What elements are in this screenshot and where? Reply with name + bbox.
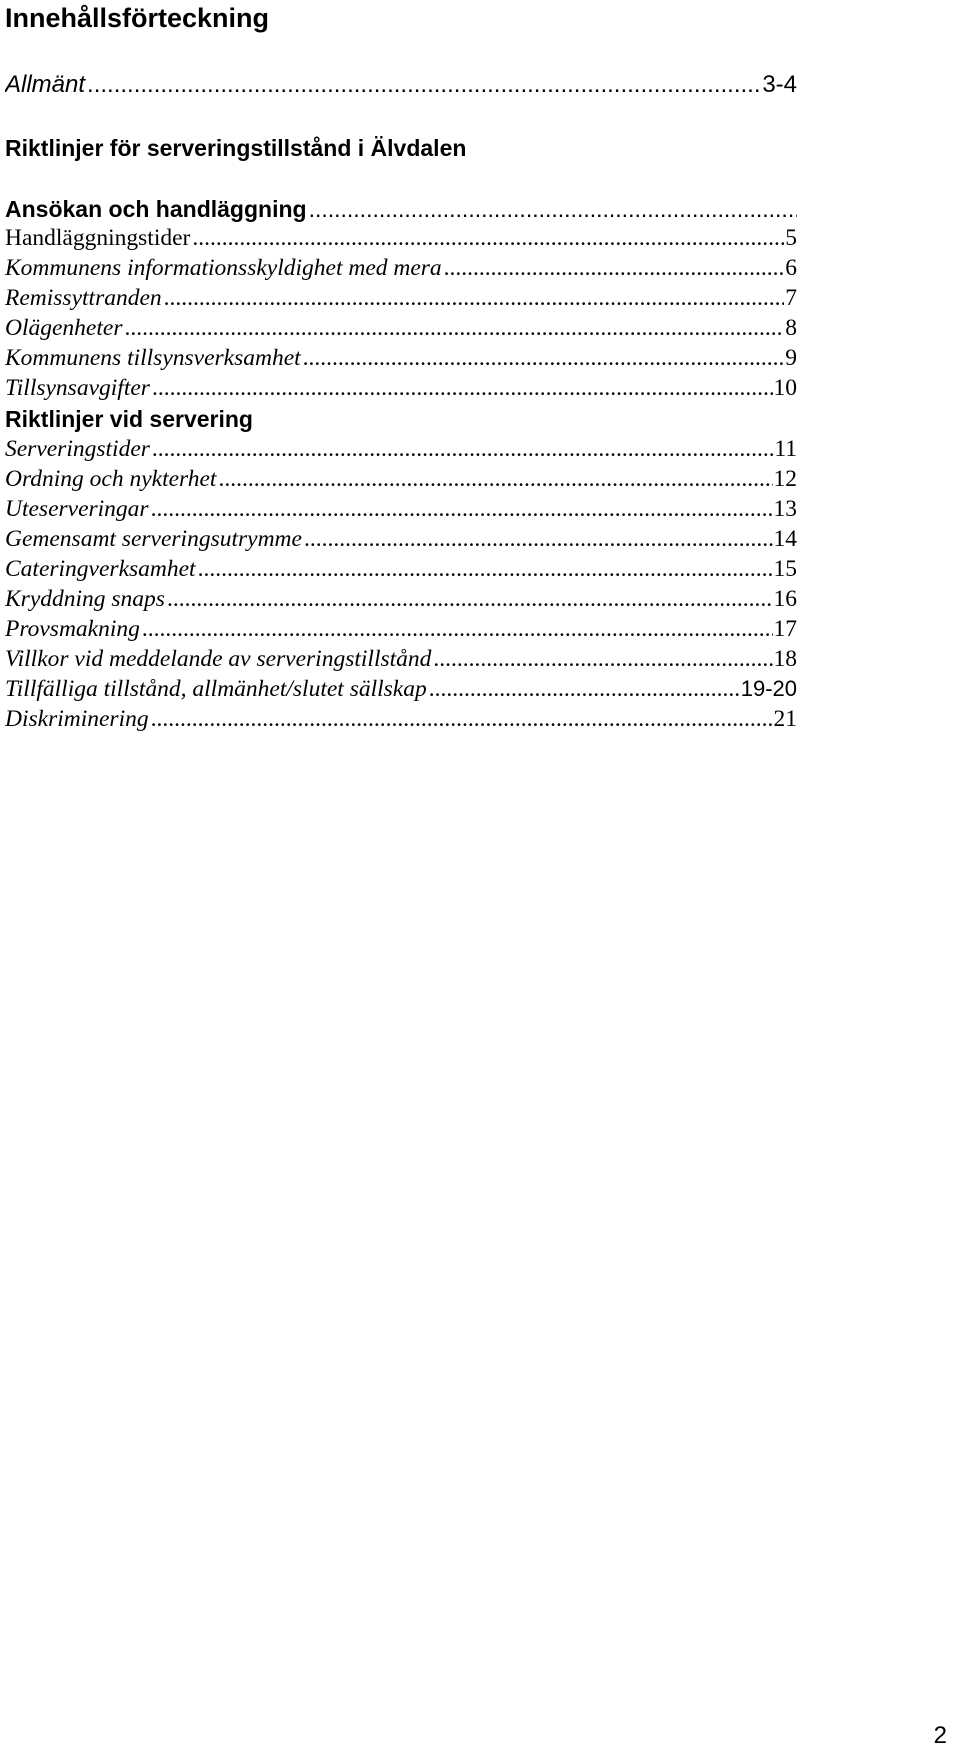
toc-entry[interactable] xyxy=(5,584,797,614)
toc-entry-page: 17 xyxy=(773,616,797,642)
toc-entry-label: Provsmakning xyxy=(5,616,140,642)
toc-entry-label: Kommunens tillsynsverksamhet xyxy=(5,345,301,371)
toc-leader-dots xyxy=(164,283,785,313)
toc-leader-dots xyxy=(124,313,784,343)
toc-entry-page: 7 xyxy=(785,285,797,311)
toc-leader-dots xyxy=(167,584,773,614)
page-title: Innehållsförteckning xyxy=(5,3,270,33)
toc-entry-label: Olägenheter xyxy=(5,315,123,341)
toc-leader-dots xyxy=(151,704,773,734)
toc-entry-page: 18 xyxy=(773,646,797,672)
toc-entry-label: Ordning och nykterhet xyxy=(5,466,217,492)
toc-leader-dots xyxy=(444,253,785,283)
toc-entry[interactable] xyxy=(5,223,797,253)
toc-leader-dots xyxy=(151,494,773,524)
toc-entry-label: Gemensamt serveringsutrymme xyxy=(5,526,302,552)
toc-leader-dots xyxy=(198,554,773,584)
toc-entry-page: 16 xyxy=(773,586,797,612)
toc-entry-page: 10 xyxy=(773,375,797,401)
toc-leader-dots xyxy=(304,524,773,554)
toc-leader-dots xyxy=(309,194,797,224)
toc-entry-label: Diskriminering xyxy=(5,706,149,732)
toc-entry[interactable] xyxy=(5,644,797,674)
toc-entry-page: 11 xyxy=(774,436,797,462)
page-number: 2 xyxy=(933,1722,947,1749)
toc-entry-label: Villkor vid meddelande av serveringstillstånd xyxy=(5,646,432,672)
toc-leader-dots xyxy=(303,343,785,373)
toc-entry-label: Tillsynsavgifter xyxy=(5,375,150,401)
toc-entry[interactable] xyxy=(5,524,797,554)
toc-entry-label: Cateringverksamhet xyxy=(5,556,196,582)
toc-entry-page: 3-4 xyxy=(762,71,797,98)
toc-leader-dots xyxy=(192,223,784,253)
toc-entry[interactable] xyxy=(5,313,797,343)
toc-section-ansokan[interactable] xyxy=(5,194,797,224)
toc-section-label: Ansökan och handläggning xyxy=(5,196,307,222)
toc-entry-page: 19-20 xyxy=(740,676,797,701)
toc-entry[interactable] xyxy=(5,614,797,644)
toc-entry-page: 6 xyxy=(785,255,797,281)
toc-entry[interactable] xyxy=(5,704,797,734)
toc-entry[interactable] xyxy=(5,253,797,283)
toc-entry[interactable] xyxy=(5,674,797,704)
toc-entry[interactable] xyxy=(5,373,797,403)
toc-entry[interactable] xyxy=(5,464,797,494)
toc-entry-label: Remissyttranden xyxy=(5,285,162,311)
toc-entry-page: 9 xyxy=(785,345,797,371)
toc-leader-dots xyxy=(87,70,761,100)
toc-entry-label: Kommunens informationsskyldighet med mera xyxy=(5,255,442,281)
toc-entry-label: Kryddning snaps xyxy=(5,586,165,612)
toc-leader-dots xyxy=(429,674,740,704)
toc-entry-allmant[interactable] xyxy=(5,70,797,100)
toc-entry-page: 21 xyxy=(773,706,797,732)
toc-leader-dots xyxy=(433,644,772,674)
toc-entry-page: 14 xyxy=(773,526,797,552)
toc-leader-dots xyxy=(142,614,773,644)
toc-leader-dots xyxy=(218,464,772,494)
toc-entry-page: 15 xyxy=(773,556,797,582)
toc-entry-page: 8 xyxy=(785,315,797,341)
toc-entry-page: 5 xyxy=(785,225,797,251)
section-heading: Riktlinjer för serveringstillstånd i Älvdalen xyxy=(5,135,467,161)
toc-entry[interactable] xyxy=(5,343,797,373)
toc-entry-label: Handläggningstider xyxy=(5,225,191,251)
toc-section-servering: Riktlinjer vid servering xyxy=(5,406,253,432)
toc-leader-dots xyxy=(152,434,773,464)
toc-entry-label: Tillfälliga tillstånd, allmänhet/slutet sällskap xyxy=(5,676,427,702)
toc-entry-page: 13 xyxy=(773,496,797,522)
toc-entry[interactable] xyxy=(5,434,797,464)
toc-entry-label: Serveringstider xyxy=(5,436,150,462)
toc-entry[interactable] xyxy=(5,554,797,584)
toc-entry-label: Uteserveringar xyxy=(5,496,149,522)
toc-entry[interactable] xyxy=(5,494,797,524)
toc-leader-dots xyxy=(152,373,773,403)
toc-entry-label: Allmänt xyxy=(5,71,86,98)
toc-entry[interactable] xyxy=(5,283,797,313)
toc-entry-page: 12 xyxy=(773,466,797,492)
